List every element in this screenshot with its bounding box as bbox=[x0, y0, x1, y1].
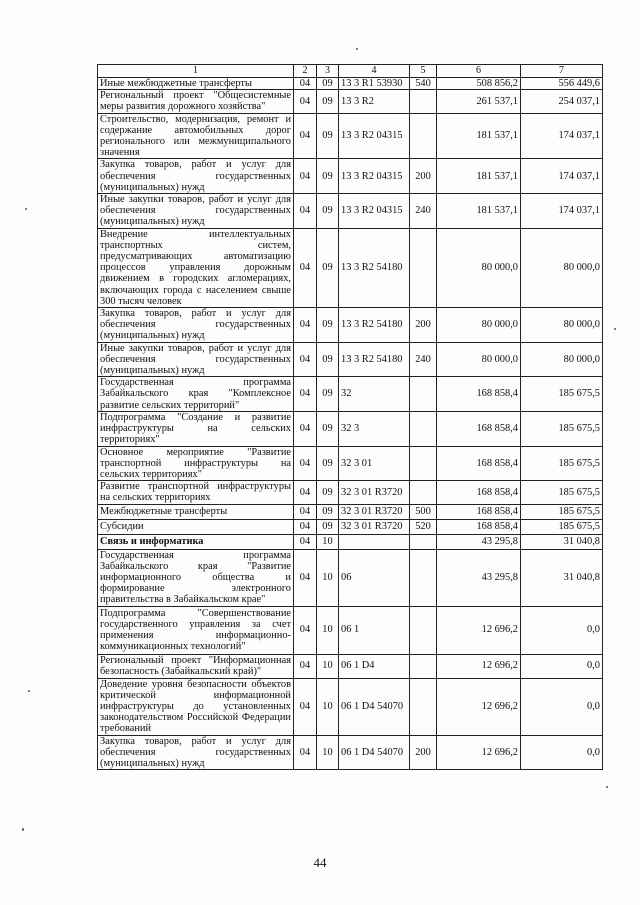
header-cell: 1 bbox=[98, 65, 294, 78]
section-cell: 04 bbox=[294, 549, 317, 606]
scan-speck bbox=[356, 48, 358, 50]
section-cell: 04 bbox=[294, 78, 317, 90]
expense-type-cell: 540 bbox=[410, 78, 437, 90]
table-row bbox=[98, 78, 603, 90]
amount-year2-cell: 556 449,6 bbox=[521, 78, 603, 90]
amount-year1-cell: 181 537,1 bbox=[437, 159, 521, 194]
target-article-cell: 13 3 R2 04315 bbox=[339, 194, 410, 229]
header-cell: 5 bbox=[410, 65, 437, 78]
subsection-cell: 09 bbox=[317, 159, 339, 194]
amount-year1-cell: 43 295,8 bbox=[437, 534, 521, 549]
expense-type-cell: 200 bbox=[410, 308, 437, 343]
amount-year1-cell: 508 856,2 bbox=[437, 78, 521, 90]
table-row bbox=[98, 228, 603, 307]
subsection-cell: 09 bbox=[317, 446, 339, 481]
budget-table-body bbox=[98, 65, 603, 770]
table-row bbox=[98, 534, 603, 549]
row-name-cell: Доведение уровня безопасности объектов критической информационной инфраструктуры до установленных законодательством Российской Федерации требований bbox=[98, 678, 294, 735]
table-row bbox=[98, 194, 603, 229]
table-row bbox=[98, 90, 603, 113]
expense-type-cell bbox=[410, 377, 437, 412]
subsection-cell: 10 bbox=[317, 549, 339, 606]
table-row bbox=[98, 504, 603, 519]
table-row bbox=[98, 446, 603, 481]
header-cell: 3 bbox=[317, 65, 339, 78]
header-cell: 2 bbox=[294, 65, 317, 78]
expense-type-cell: 500 bbox=[410, 504, 437, 519]
target-article-cell: 06 bbox=[339, 549, 410, 606]
expense-type-cell bbox=[410, 534, 437, 549]
section-cell: 04 bbox=[294, 228, 317, 307]
row-name-cell: Внедрение интеллектуальных транспортных систем, предусматривающих автоматизацию процессов управления дорожным движением в городских агломерациях, включающих города с населением свыше 300 тысяч человек bbox=[98, 228, 294, 307]
amount-year1-cell: 12 696,2 bbox=[437, 678, 521, 735]
amount-year2-cell: 31 040,8 bbox=[521, 549, 603, 606]
subsection-cell: 09 bbox=[317, 308, 339, 343]
row-name-cell: Иные закупки товаров, работ и услуг для обеспечения государственных (муниципальных) нужд bbox=[98, 342, 294, 377]
amount-year1-cell: 80 000,0 bbox=[437, 308, 521, 343]
amount-year2-cell: 174 037,1 bbox=[521, 194, 603, 229]
row-name-cell: Подпрограмма "Создание и развитие инфраструктуры на сельских территориях" bbox=[98, 411, 294, 446]
expense-type-cell bbox=[410, 549, 437, 606]
amount-year1-cell: 168 858,4 bbox=[437, 519, 521, 534]
header-cell: 7 bbox=[521, 65, 603, 78]
section-cell: 04 bbox=[294, 446, 317, 481]
expense-type-cell bbox=[410, 446, 437, 481]
amount-year1-cell: 261 537,1 bbox=[437, 90, 521, 113]
page-number: 44 bbox=[313, 855, 327, 870]
amount-year1-cell: 181 537,1 bbox=[437, 194, 521, 229]
subsection-cell: 09 bbox=[317, 504, 339, 519]
amount-year2-cell: 80 000,0 bbox=[521, 308, 603, 343]
target-article-cell: 32 3 bbox=[339, 411, 410, 446]
table-row bbox=[98, 159, 603, 194]
amount-year2-cell: 0,0 bbox=[521, 654, 603, 678]
amount-year1-cell: 168 858,4 bbox=[437, 446, 521, 481]
row-name-cell: Закупка товаров, работ и услуг для обеспечения государственных (муниципальных) нужд bbox=[98, 308, 294, 343]
subsection-cell: 09 bbox=[317, 342, 339, 377]
table-row bbox=[98, 411, 603, 446]
scan-speck bbox=[25, 208, 27, 210]
expense-type-cell bbox=[410, 654, 437, 678]
amount-year2-cell: 185 675,5 bbox=[521, 411, 603, 446]
row-name-cell: Межбюджетные трансферты bbox=[98, 504, 294, 519]
expense-type-cell bbox=[410, 90, 437, 113]
expense-type-cell bbox=[410, 411, 437, 446]
section-cell: 04 bbox=[294, 735, 317, 770]
subsection-cell: 10 bbox=[317, 735, 339, 770]
amount-year2-cell: 80 000,0 bbox=[521, 342, 603, 377]
target-article-cell: 13 3 R2 54180 bbox=[339, 342, 410, 377]
row-name-cell: Основное мероприятие "Развитие транспортной инфраструктуры на сельских территориях" bbox=[98, 446, 294, 481]
expense-type-cell bbox=[410, 228, 437, 307]
expense-type-cell: 240 bbox=[410, 342, 437, 377]
expense-type-cell bbox=[410, 113, 437, 159]
amount-year2-cell: 185 675,5 bbox=[521, 504, 603, 519]
subsection-cell: 09 bbox=[317, 519, 339, 534]
table-row bbox=[98, 113, 603, 159]
header-cell: 4 bbox=[339, 65, 410, 78]
amount-year1-cell: 80 000,0 bbox=[437, 228, 521, 307]
target-article-cell bbox=[339, 534, 410, 549]
section-cell: 04 bbox=[294, 90, 317, 113]
expense-type-cell: 240 bbox=[410, 194, 437, 229]
amount-year1-cell: 168 858,4 bbox=[437, 377, 521, 412]
row-name-cell: Иные закупки товаров, работ и услуг для обеспечения государственных (муниципальных) нужд bbox=[98, 194, 294, 229]
row-name-cell: Закупка товаров, работ и услуг для обеспечения государственных (муниципальных) нужд bbox=[98, 735, 294, 770]
section-cell: 04 bbox=[294, 113, 317, 159]
section-cell: 04 bbox=[294, 654, 317, 678]
amount-year2-cell: 185 675,5 bbox=[521, 481, 603, 504]
amount-year1-cell: 12 696,2 bbox=[437, 606, 521, 654]
subsection-cell: 09 bbox=[317, 194, 339, 229]
table-row bbox=[98, 654, 603, 678]
target-article-cell: 13 3 R2 04315 bbox=[339, 113, 410, 159]
table-header-row bbox=[98, 65, 603, 78]
row-name-cell: Субсидии bbox=[98, 519, 294, 534]
amount-year1-cell: 168 858,4 bbox=[437, 481, 521, 504]
amount-year2-cell: 0,0 bbox=[521, 678, 603, 735]
target-article-cell: 06 1 D4 54070 bbox=[339, 735, 410, 770]
row-name-cell: Региональный проект "Информационная безопасность (Забайкальский край)" bbox=[98, 654, 294, 678]
section-cell: 04 bbox=[294, 411, 317, 446]
target-article-cell: 06 1 bbox=[339, 606, 410, 654]
section-cell: 04 bbox=[294, 606, 317, 654]
section-cell: 04 bbox=[294, 377, 317, 412]
amount-year2-cell: 185 675,5 bbox=[521, 519, 603, 534]
section-cell: 04 bbox=[294, 519, 317, 534]
row-name-cell: Подпрограмма "Совершенствование государственного управления за счет применения информационно-коммуникационных технологий" bbox=[98, 606, 294, 654]
amount-year1-cell: 181 537,1 bbox=[437, 113, 521, 159]
table-row bbox=[98, 308, 603, 343]
target-article-cell: 32 3 01 R3720 bbox=[339, 519, 410, 534]
section-cell: 04 bbox=[294, 481, 317, 504]
target-article-cell: 32 3 01 R3720 bbox=[339, 481, 410, 504]
row-name-cell: Развитие транспортной инфраструктуры на сельских территориях bbox=[98, 481, 294, 504]
target-article-cell: 06 1 D4 bbox=[339, 654, 410, 678]
target-article-cell: 32 3 01 R3720 bbox=[339, 504, 410, 519]
table-row bbox=[98, 342, 603, 377]
amount-year1-cell: 80 000,0 bbox=[437, 342, 521, 377]
row-name-cell: Государственная программа Забайкальского края "Развитие информационного общества и формирование электронного правительства в Забайкальском крае" bbox=[98, 549, 294, 606]
section-cell: 04 bbox=[294, 308, 317, 343]
scan-speck bbox=[22, 828, 24, 831]
section-cell: 04 bbox=[294, 504, 317, 519]
subsection-cell: 10 bbox=[317, 654, 339, 678]
section-cell: 04 bbox=[294, 678, 317, 735]
scan-speck bbox=[606, 786, 608, 788]
row-name-cell: Государственная программа Забайкальского края "Комплексное развитие сельских территорий" bbox=[98, 377, 294, 412]
amount-year2-cell: 185 675,5 bbox=[521, 446, 603, 481]
row-name-cell: Строительство, модернизация, ремонт и содержание автомобильных дорог регионального или межмуниципального значения bbox=[98, 113, 294, 159]
subsection-cell: 09 bbox=[317, 377, 339, 412]
subsection-cell: 09 bbox=[317, 78, 339, 90]
expense-type-cell: 200 bbox=[410, 735, 437, 770]
target-article-cell: 32 bbox=[339, 377, 410, 412]
row-name-cell: Закупка товаров, работ и услуг для обеспечения государственных (муниципальных) нужд bbox=[98, 159, 294, 194]
amount-year2-cell: 0,0 bbox=[521, 735, 603, 770]
table-row bbox=[98, 481, 603, 504]
table-row bbox=[98, 377, 603, 412]
amount-year1-cell: 12 696,2 bbox=[437, 735, 521, 770]
expense-type-cell: 520 bbox=[410, 519, 437, 534]
target-article-cell: 06 1 D4 54070 bbox=[339, 678, 410, 735]
row-name-cell: Региональный проект "Общесистемные меры развития дорожного хозяйства" bbox=[98, 90, 294, 113]
table-row bbox=[98, 549, 603, 606]
amount-year2-cell: 174 037,1 bbox=[521, 113, 603, 159]
budget-table bbox=[97, 64, 603, 770]
target-article-cell: 13 3 R2 54180 bbox=[339, 308, 410, 343]
section-cell: 04 bbox=[294, 534, 317, 549]
header-cell: 6 bbox=[437, 65, 521, 78]
section-cell: 04 bbox=[294, 159, 317, 194]
expense-type-cell bbox=[410, 678, 437, 735]
section-cell: 04 bbox=[294, 342, 317, 377]
table-row bbox=[98, 678, 603, 735]
target-article-cell: 13 3 R2 04315 bbox=[339, 159, 410, 194]
expense-type-cell bbox=[410, 481, 437, 504]
amount-year2-cell: 80 000,0 bbox=[521, 228, 603, 307]
section-cell: 04 bbox=[294, 194, 317, 229]
scan-speck bbox=[28, 690, 30, 692]
subsection-cell: 09 bbox=[317, 113, 339, 159]
target-article-cell: 32 3 01 bbox=[339, 446, 410, 481]
amount-year1-cell: 43 295,8 bbox=[437, 549, 521, 606]
row-name-cell: Иные межбюджетные трансферты bbox=[98, 78, 294, 90]
table-row bbox=[98, 735, 603, 770]
row-name-cell: Связь и информатика bbox=[98, 534, 294, 549]
subsection-cell: 09 bbox=[317, 411, 339, 446]
subsection-cell: 09 bbox=[317, 228, 339, 307]
expense-type-cell bbox=[410, 606, 437, 654]
expense-type-cell: 200 bbox=[410, 159, 437, 194]
amount-year2-cell: 174 037,1 bbox=[521, 159, 603, 194]
target-article-cell: 13 3 R1 53930 bbox=[339, 78, 410, 90]
subsection-cell: 09 bbox=[317, 481, 339, 504]
subsection-cell: 10 bbox=[317, 678, 339, 735]
table-row bbox=[98, 606, 603, 654]
table-row bbox=[98, 519, 603, 534]
amount-year2-cell: 254 037,1 bbox=[521, 90, 603, 113]
target-article-cell: 13 3 R2 bbox=[339, 90, 410, 113]
amount-year1-cell: 168 858,4 bbox=[437, 504, 521, 519]
target-article-cell: 13 3 R2 54180 bbox=[339, 228, 410, 307]
subsection-cell: 10 bbox=[317, 606, 339, 654]
scan-speck bbox=[614, 328, 616, 330]
amount-year1-cell: 12 696,2 bbox=[437, 654, 521, 678]
amount-year2-cell: 31 040,8 bbox=[521, 534, 603, 549]
amount-year1-cell: 168 858,4 bbox=[437, 411, 521, 446]
amount-year2-cell: 0,0 bbox=[521, 606, 603, 654]
subsection-cell: 10 bbox=[317, 534, 339, 549]
amount-year2-cell: 185 675,5 bbox=[521, 377, 603, 412]
subsection-cell: 09 bbox=[317, 90, 339, 113]
